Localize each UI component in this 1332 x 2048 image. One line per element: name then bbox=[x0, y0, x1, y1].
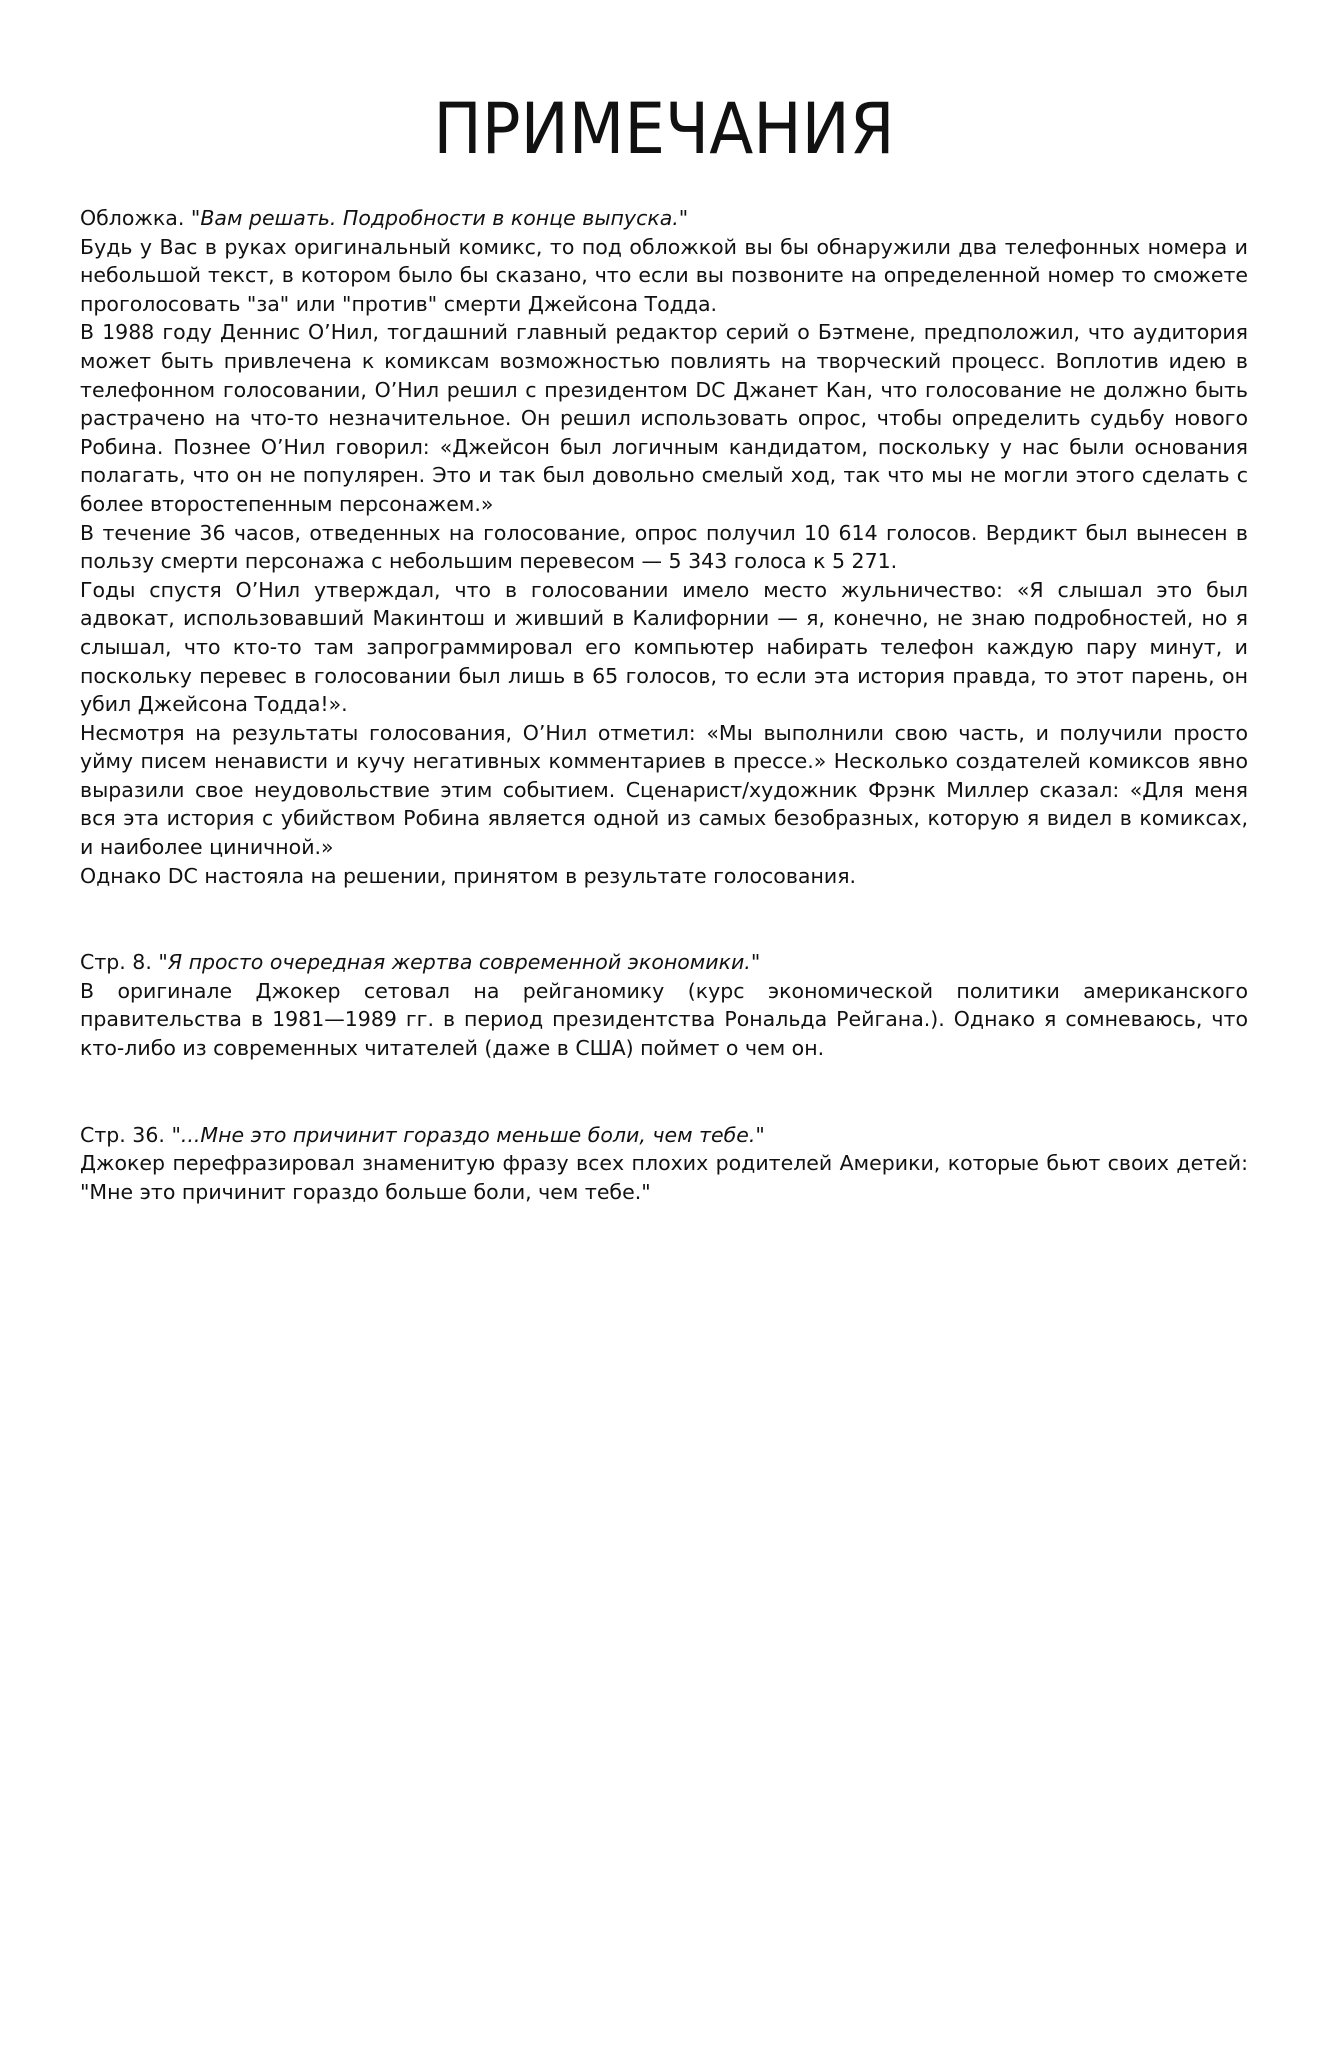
note-page-8 bbox=[80, 948, 1248, 1062]
note-paragraph: Однако DC настояла на решении, принятом в результате голосования. bbox=[80, 863, 857, 888]
note-paragraph: В оригинале Джокер сетовал на рейганомику (курс экономической политики американского правительства в 1981—1989 гг. в период президентства Рональда Рейгана.). Однако я сомневаюсь, что кто-либо из современных читателей (даже в США) поймет о чем он. bbox=[80, 978, 1248, 1061]
note-heading bbox=[80, 948, 1248, 977]
note-label: Стр. 8. bbox=[80, 950, 152, 975]
note-paragraph: Несмотря на результаты голосования, О’Нил отметил: «Мы выполнили свою часть, и получили просто уйму писем ненависти и кучу негативных комментариев в прессе.» Несколько создателей комиксов явно выразили свое неудовольствие этим событием. Сценарист/художник Фрэнк Миллер сказал: «Для меня вся эта история с убийством Робина является одной из самых безобразных, которую я видел в комиксах, и наиболее циничной.» bbox=[80, 720, 1248, 860]
notes-page bbox=[80, 0, 1248, 1206]
page-title: ПРИМЕЧАНИЯ bbox=[433, 88, 895, 170]
note-quote: "Вам решать. Подробности в конце выпуска." bbox=[190, 206, 689, 230]
note-paragraph: В течение 36 часов, отведенных на голосование, опрос получил 10 614 голосов. Вердикт был вынесен в пользу смерти персонажа с небольшим перевесом — 5 343 голоса к 5 271. bbox=[80, 520, 1248, 574]
note-label: Обложка. bbox=[80, 206, 185, 230]
note-quote: "...Мне это причинит гораздо меньше боли, чем тебе." bbox=[171, 1122, 765, 1147]
note-paragraph: В 1988 году Деннис О’Нил, тогдашний главный редактор серий о Бэтмене, предположил, что аудитория может быть привлечена к комиксам возможностью повлиять на творческий процесс. Воплотив идею в телефонном голосовании, О’Нил решил с президентом DC Джанет Кан, что голосование не должно быть растрачено на что-то незначительное. Он решил использовать опрос, чтобы определить судьбу нового Робина. Познее О’Нил говорил: «Джейсон был логичным кандидатом, поскольку у нас были основания полагать, что он не популярен. Это и так был довольно смелый ход, так что мы не могли этого сделать с более второстепенным персонажем.» bbox=[80, 320, 1248, 516]
note-label: Стр. 36. bbox=[80, 1122, 165, 1147]
note-heading bbox=[80, 1121, 1248, 1150]
note-heading bbox=[80, 204, 1248, 233]
note-cover bbox=[80, 204, 1248, 890]
note-paragraph: Будь у Вас в руках оригинальный комикс, то под обложкой вы бы обнаружили два телефонных номера и небольшой текст, в котором было бы сказано, что если вы позвоните на определенной номер то сможете проголосовать "за" или "против" смерти Джейсона Тодда. bbox=[80, 234, 1248, 316]
note-paragraph: Годы спустя О’Нил утверждал, что в голосовании имело место жульничество: «Я слышал это был адвокат, использовавший Макинтош и живший в Калифорнии — я, конечно, не знаю подробностей, но я слышал, что кто-то там запрограммировал его компьютер набирать телефон каждую пару минут, и поскольку перевес в голосовании был лишь в 65 голосов, то если эта история правда, то этот парень, он убил Джейсона Тодда!». bbox=[80, 577, 1248, 717]
note-page-36 bbox=[80, 1121, 1248, 1207]
note-quote: "Я просто очередная жертва современной экономики." bbox=[158, 950, 761, 975]
note-paragraph: Джокер перефразировал знаменитую фразу всех плохих родителей Америки, которые бьют своих детей: "Мне это причинит гораздо больше боли, чем тебе." bbox=[80, 1151, 1248, 1204]
